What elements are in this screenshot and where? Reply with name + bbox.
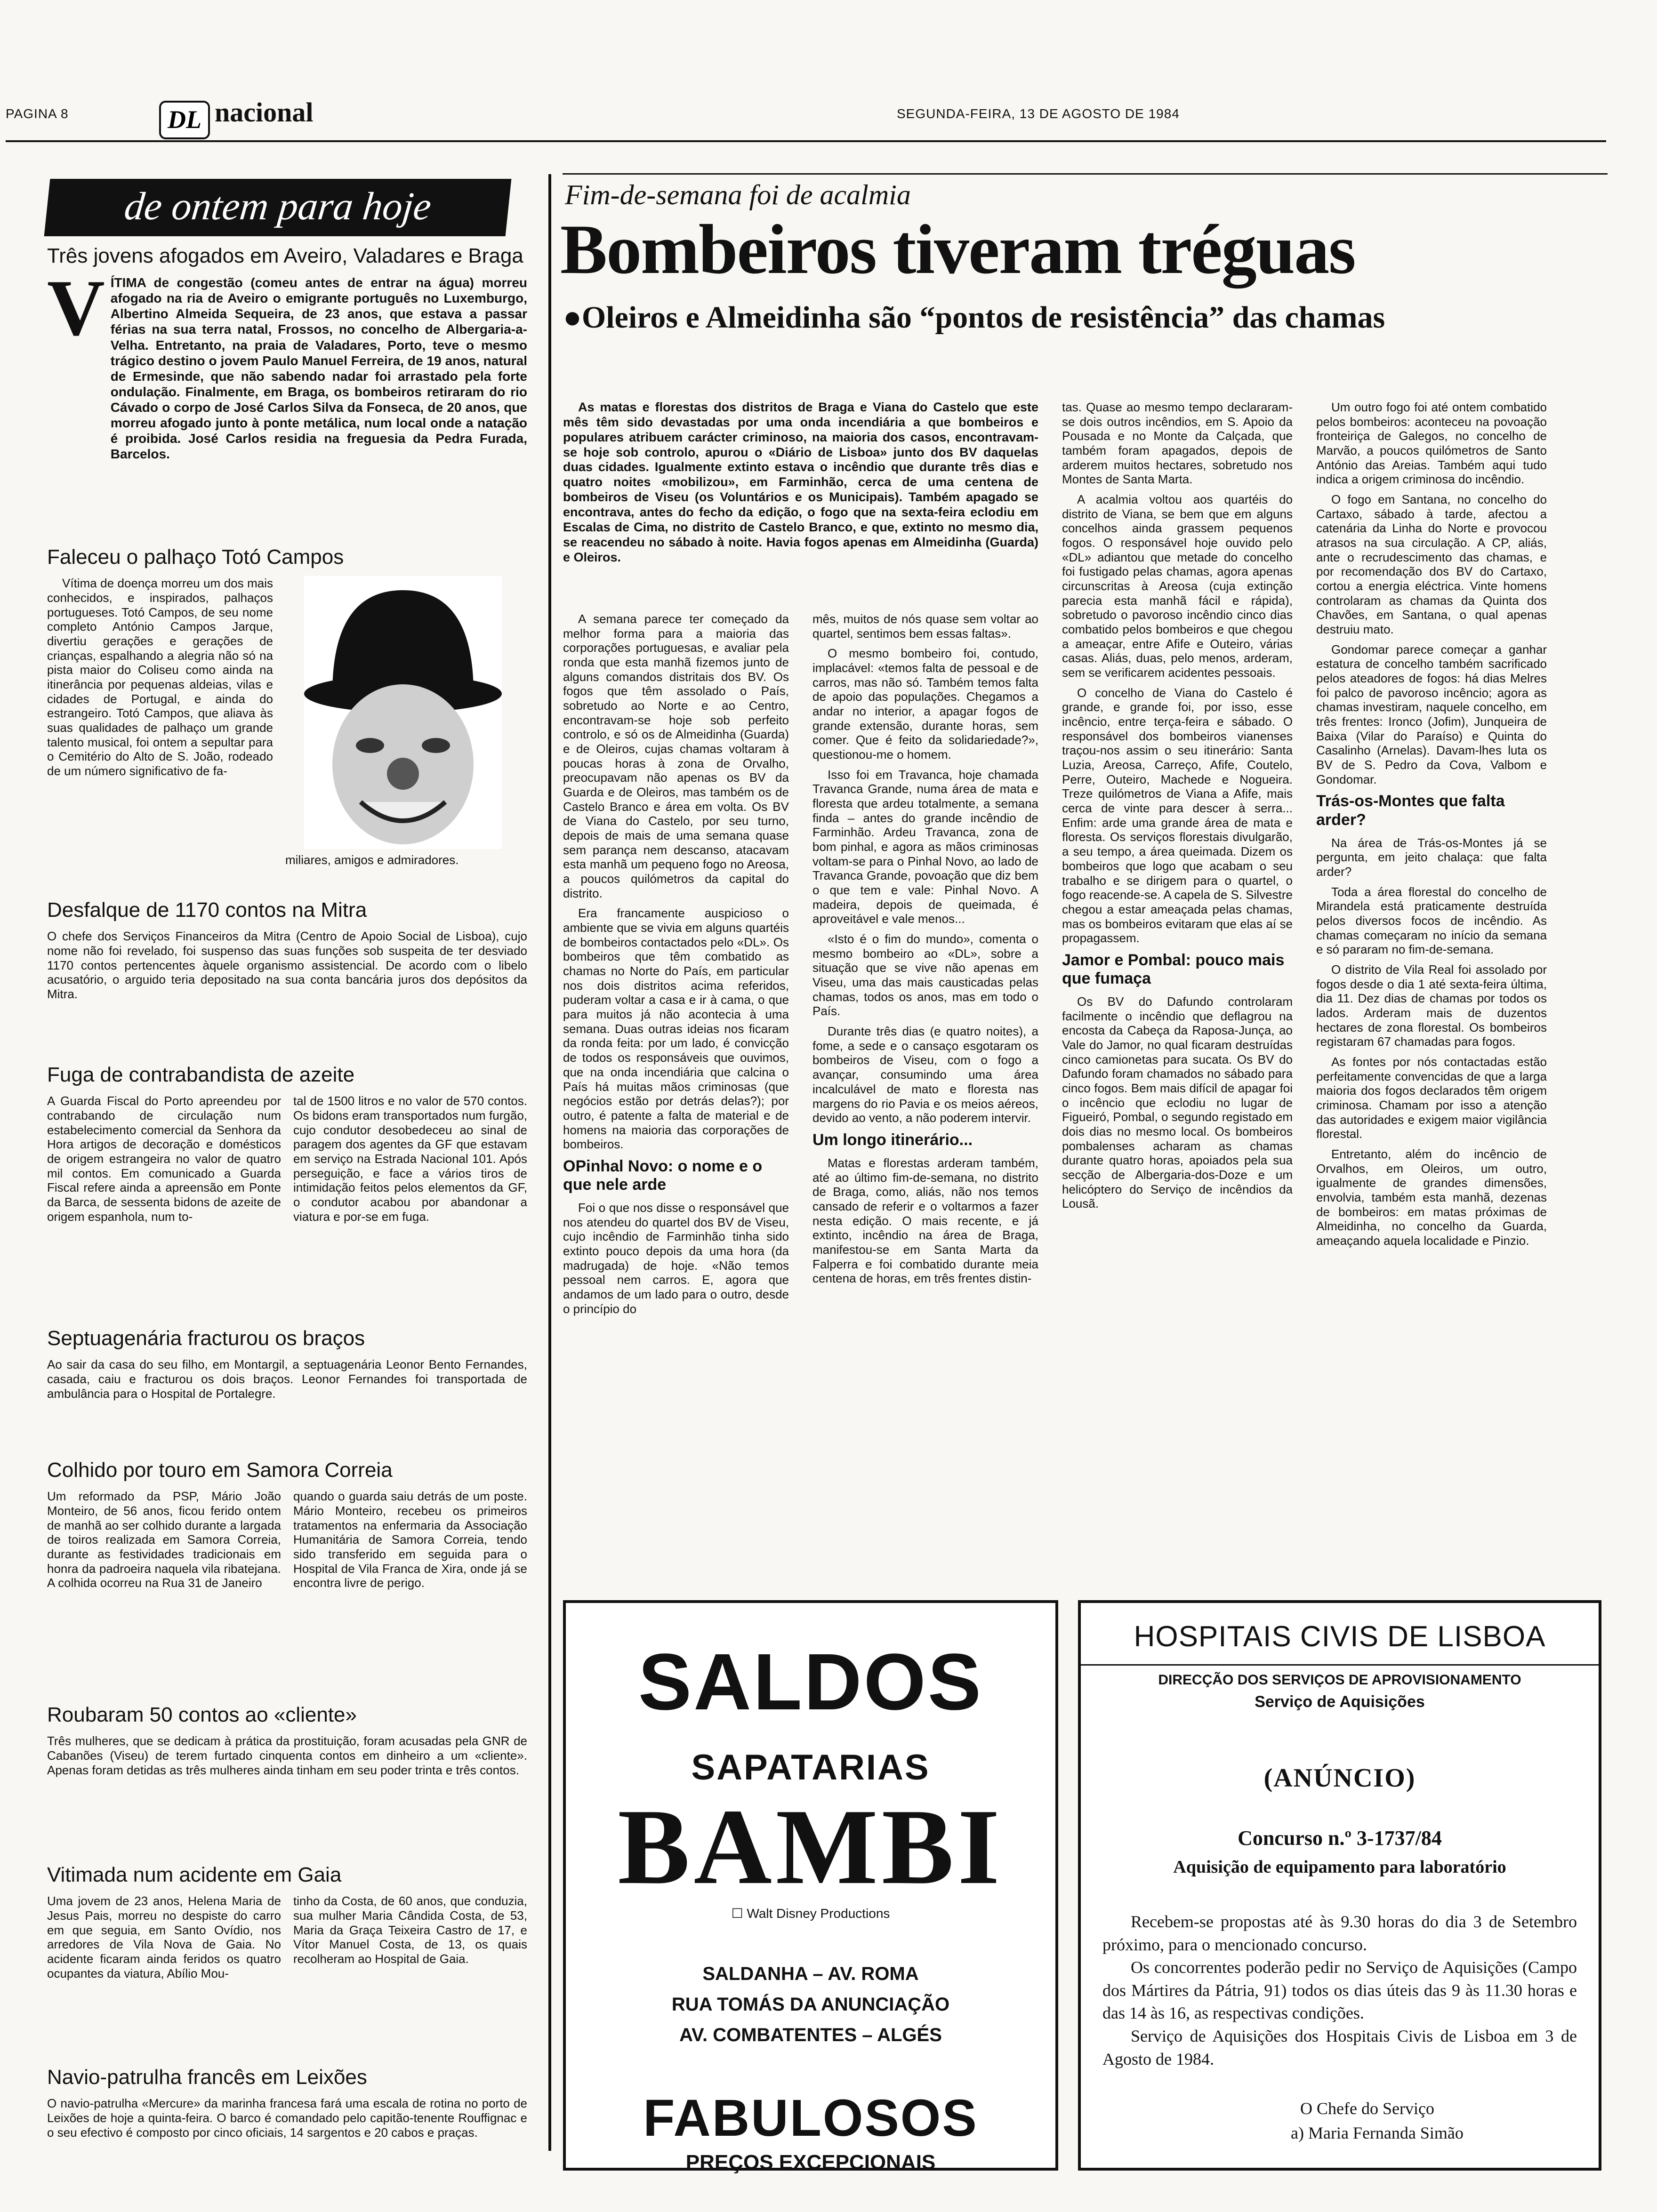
ad-saldos: SALDOS (638, 1637, 983, 1727)
hosp-title: HOSPITAIS CIVIS DE LISBOA (1134, 1620, 1546, 1653)
touro-article (47, 1459, 527, 1596)
item4-col1: A Guarda Fiscal do Porto apreendeu por contrabando de circulação num estabelecimento comercial da Senhora da Hora artigos de decoração e domésticos de origem estrangeira no valor de quatro mil contos. Em comunicado a Guarda Fiscal refere ainda a apreensão em Ponte da Barca, de sessenta bidons de azeite de origem espanhola, num to- (47, 1094, 281, 1224)
hosp-dept: DIRECÇÃO DOS SERVIÇOS DE APROVISIONAMENTO (1158, 1672, 1521, 1688)
item6-col2: quando o guarda saiu detrás de um poste. Mário Monteiro, recebeu os primeiros tratamentos na enfermaria da Associação Humanitária de Samora Correia, tendo sido transferido em seguida para o Hospital de Vila Franca de Xira, onde já se encontra livre de perigo. (293, 1489, 527, 1590)
svg-text:DL: DL (168, 105, 201, 134)
item1-body: ÍTIMA de congestão (comeu antes de entrar na água) morreu afogado na ria de Aveiro o emigrante português no Luxemburgo, Albertino Almeida Sequeira, de 23 anos, que estava a passar férias na sua terra natal, Frossos, no concelho de Albergaria-a-Velha. Entretanto, na praia de Valadares, Porto, teve o mesmo trágico destino o jovem Paulo Manuel Ferreira, de 19 anos, natural de Ermesinde, que não sabendo nadar foi arrastado pela forte ondulação. Finalmente, em Braga, os bombeiros retiraram do rio Cávado o corpo de José Carlos Silva da Fonseca, de 20 anos, que morreu afogado junto à ponte metálica, num local onde a natação é proibida. José Carlos residia na freguesia da Pedra Furada, Barcelos. (110, 275, 527, 461)
hosp-object: Aquisição de equipamento para laboratório (1173, 1857, 1506, 1877)
clown-photo (304, 576, 502, 849)
item6-title: Colhido por touro em Samora Correia (47, 1459, 393, 1482)
item6-col1: Um reformado da PSP, Mário João Monteiro, de 56 anos, ficou ferido ontem de manhã ao ser colhido durante a largada de toiros realizada em Samora Correia, durante as festividades tradicionais em honra da padroeira naquela vila ribatejana. A colhida ocorreu na Rua 31 de Janeiro (47, 1489, 281, 1590)
item1-title: Três jovens afogados em Aveiro, Valadares e Braga (47, 244, 523, 267)
azeite-article (47, 1064, 527, 1229)
newspaper-logo (159, 101, 210, 139)
ad-address-2: RUA TOMÁS DA ANUNCIAÇÃO (671, 1994, 950, 2015)
item8-title: Vitimada num acidente em Gaia (47, 1863, 342, 1886)
item8-col1: Uma jovem de 23 anos, Helena Maria de Jesus Pais, morreu no despiste do carro em que seguia, em Santo Ovídio, nos arredores de Vila Nova de Gaia. No acidente ficaram ainda feridos os quatro ocupantes da viatura, Abílio Mou- (47, 1894, 281, 1980)
page-number: PAGINA 8 (6, 106, 69, 121)
item3-title: Desfalque de 1170 contos na Mitra (47, 898, 367, 922)
main-col2: mês, muitos de nós quase sem voltar ao quartel, sentimos bem essas faltas». O mesmo bombeiro foi, contudo, implacável: «temos falta de pessoal e de carros, mas não só. Também temos falta de apoio das populações. Chegamos a andar no interior, a apagar fogos de grande extensão, durante horas, sem comer. Que é feito da solidariedade?», questionou-me o homem. Isso foi em Travanca, hoje chamada Travanca Grande, numa área de mata e floresta que ardeu totalmente, a semana finda – antes do grande incêndio de Farminhão. Ardeu Travanca, zona de bom pinhal, e agora as mãos criminosas voltam-se para o Pinhal Novo, ao lado de Travanca Grande, povoação que diz bem o que tem e vale: Pinhal Novo. A madeira, depois de queimada, é aproveitável e vale menos... «Isto é o fim do mundo», comenta o mesmo bombeiro ao «DL», sobre a situação que se vive não apenas em Viseu, uma das mais causticadas pelas chamas, todos os anos, mas em todo o País. Durante três dias (e quatro noites), a fome, a sede e o cansaço esgotaram os bombeiros de Viseu, com o fogo a avançar, consumindo uma área incalculável de mato e floresta nas margens do rio Pavia e os meios aéreos, devido ao vento, a não poderem intervir. Um longo itinerário... Matas e florestas arderam também, até ao último fim-de-semana, no distrito de Braga, como, aliás, não nos temos cansado de referir e o voltarmos a fazer nesta edição. O mais recente, e já extinto, incêndio na área de Braga, manifestou-se em Santa Marta da Falperra e foi combatido durante meia centena de horas, em três frentes distin- (812, 612, 1038, 1286)
ad-address-1: SALDANHA – AV. ROMA (702, 1964, 919, 1984)
gaia-article (47, 1864, 527, 1986)
col1-subhead: OPinhal Novo: o nome e o que nele arde (563, 1157, 763, 1194)
left-news-column (47, 245, 527, 467)
item3-body: O chefe dos Serviços Financeiros da Mitra (Centro de Apoio Social de Lisboa), cujo nome não foi revelado, foi suspenso das suas funções sob suspeita de ter desviado 1170 contos pertencentes àquele organismo assistencial. De acordo com o libelo acusatório, o arguido teria depositado na sua conta bancária juros dos depósitos da Mitra. (47, 929, 527, 1002)
hosp-sig2: a) Maria Fernanda Simão (1291, 2124, 1464, 2143)
hosp-p3: Serviço de Aquisições dos Hospitais Civis de Lisboa em 3 de Agosto de 1984. (1102, 2026, 1577, 2068)
ad-fabulosos: FABULOSOS (643, 2089, 978, 2147)
main-col3: tas. Quase ao mesmo tempo declararam-se dois outros incêndios, em S. Apoio da Pousada e no Monte da Calçada, que também foram apagados, depois de arderem muitos hectares, sobretudo nos Montes de Santa Marta. A acalmia voltou aos quartéis do distrito de Viana, se bem que em alguns concelhos ainda grassem pequenos fogos. O responsável hoje ouvido pelo «DL» adiantou que metade do concelho foi fustigado pelas chamas, agora apenas circunscritas à Areosa (cuja extinção parecia esta manhã fácil e rápida), sobretudo o pavoroso incêndio cinco dias combatido pelos bombeiros e que chegou a ameaçar, entre Afife e Outeiro, várias casas. Aliás, duas, pelo menos, arderam, sem se verificarem acidentes pessoais. O concelho de Viana do Castelo é grande, e grande foi, por isso, esse incêncio, entre terça-feira e sábado. O responsável dos bombeiros vianenses traçou-nos assim o seu itinerário: Santa Luzia, Areosa, Carreço, Afife, Coutelo, Perre, Outeiro, Machede e Nogueira. Treze quilómetros de Viana a Afife, mais cerca de vinte para descer à serra... Enfim: arde uma grande área de mata e floresta. Os serviços florestais divulgarão, a seu tempo, a área queimada. Dizem os bombeiros que logo que acabam o seu trabalho e se dirigem para o quartel, o fogo reacende-se. A capela de S. Silvestre chegou a estar ameaçada pelas chamas, mas os bombeiros evitaram que elas aí se propagassem. Jamor e Pombal: pouco mais que fumaça Os BV do Dafundo controlaram facilmente o incêndio que deflagrou na encosta da Cabeça da Raposa-Junça, ao Vale do Jamor, no qual ficaram destruídas cinco camionetas para sucata. Os BV do Dafundo foram chamados no sábado para cinco fogos. Bem mais difícil de apagar foi o incêncio que eclodiu no lugar de Figueiró, Pombal, o segundo registado em dois dias no mesmo local. Os bombeiros pombalenses acharam as chamas durante quatro horas, apoiados pela sua secção de Albergaria-dos-Doze e um helicóptero do Serviço de incêndios da Lousã. (1062, 400, 1293, 1211)
section-banner: de ontem para hoje (44, 179, 512, 236)
main-lead: As matas e florestas dos distritos de Braga e Viana do Castelo que este mês têm sido devastadas por uma onda incendiária a que bombeiros e populares atribuem carácter criminoso, na maioria dos casos, encontravam-se hoje sob controlo, apurou o «Diário de Lisboa» junto dos BV daquelas duas cidades. Igualmente extinto estava o incêndio que durante três dias e quatro noites «mobilizou», em Farminhão, cerca de uma centena de bombeiros de Viseu (os Voluntários e os Municipais). Também apagado se encontrava, antes do fecho da edição, o fogo que na sexta-feira eclodiu em Escalas de Cima, no distrito de Castelo Branco, e que, extinto no mesmo dia, se reacendeu no sábado à noite. Havia fogos apenas em Almeidinha (Guarda) e Oleiros. (563, 400, 1038, 564)
item9-body: O navio-patrulha «Mercure» da marinha francesa fará uma escala de rotina no porto de Leixões de hoje a quinta-feira. O barco é comandado pelo capitão-tenente Rouffignac e o seu efectivo é composto por cinco oficiais, 14 sargentos e 20 cabos e praças. (47, 2096, 527, 2140)
item7-title: Roubaram 50 contos ao «cliente» (47, 1703, 357, 1726)
ad-credit: ☐ Walt Disney Productions (731, 1906, 890, 1921)
item2-title: Faleceu o palhaço Totó Campos (47, 545, 344, 569)
col3-subhead: Jamor e Pombal: pouco mais que fumaça (1062, 951, 1285, 987)
hosp-rule (1081, 1664, 1599, 1666)
hospitais-ad (1078, 1600, 1601, 2171)
item2-body: Vítima de doença morreu um dos mais conhecidos, e inspirados, palhaços portugueses. Totó Campos, de seu nome completo António Campos Jarque, divertiu gerações e gerações de crianças, espalhando a alegria não só na pista maior do Coliseu como ainda na itinerância por pequenas aldeias, vilas e cidades de Portugal, e ainda do estrangeiro. Totó Campos, que aliava às suas qualidades de palhaço um grande talento musical, foi ontem a sepultar para o Cemitério do Alto de S. João, rodeado de um número significativo de fa- (47, 576, 273, 778)
header-rule (6, 140, 1606, 142)
hosp-concurso: Concurso n.º 3-1737/84 (1238, 1827, 1442, 1850)
ad-address-3: AV. COMBATENTES – ALGÉS (679, 2025, 942, 2045)
mitra-article (47, 899, 527, 1007)
main-top-rule (563, 173, 1608, 175)
clown-article (47, 546, 527, 873)
page-date: SEGUNDA-FEIRA, 13 DE AGOSTO DE 1984 (897, 106, 1180, 121)
dropcap: V (47, 264, 105, 353)
hosp-service: Serviço de Aquisições (1255, 1693, 1425, 1711)
main-headline: Bombeiros tiveram tréguas (560, 210, 1355, 289)
item7-body: Três mulheres, que se dedicam à prática da prostituição, foram acusadas pela GNR de Cabanões (Viseu) de terem furtado cinquenta contos em dinheiro a um «cliente». Apenas foram detidas as três mulheres ainda tinham em seu poder trinta e três contos. (47, 1734, 527, 1777)
main-kicker: Fim-de-semana foi de acalmia (565, 179, 911, 210)
hosp-p1: Recebem-se propostas até às 9.30 horas do dia 3 de Setembro próximo, para o mencionado concurso. (1102, 1912, 1577, 1954)
item8-col2: tinho da Costa, de 60 anos, que conduzia, sua mulher Maria Cândida Costa, de 53, Maria da Graça Teixeira Castro de 17, e Vítor Manuel Costa, de 13, os quais recolheram ao Hospital de Gaia. (293, 1894, 527, 1966)
septuagenaria-article (47, 1327, 527, 1406)
col2-subhead: Um longo itinerário... (812, 1130, 973, 1149)
hosp-anuncio: (ANÚNCIO) (1263, 1763, 1416, 1793)
main-col4: Um outro fogo foi até ontem combatido pelos bombeiros: aconteceu na povoação fronteiriça de Galegos, no concelho de Marvão, a poucos quilómetros de Santo António das Areias. Também aqui tudo indica a origem criminosa do incêndio. O fogo em Santana, no concelho do Cartaxo, sábado à tarde, afectou a catenária da Linha do Norte e provocou atrasos na sua circulação. A CP, aliás, ante o recrudescimento das chamas, e por recomendação dos BV do Cartaxo, cortou a energia eléctrica. Vinte homens controlaram as chamas da Quinta dos Chavões, em Santana, o qual apenas destruiu mato. Gondomar parece começar a ganhar estatura de concelho também sacrificado pelos ateadores de fogos: há dias Melres foi palco de pavoroso incêncio; agora as chamas investiram, naquele concelho, em três frentes: Ironco (Jofim), Junqueira de Baixa (Vilar do Paraíso) e Quinta do Casalinho (Arnelas). Davam-lhes luta os BV de S. Pedro da Cova, Valbom e Gondomar. Trás-os-Montes que falta arder? Na área de Trás-os-Montes já se pergunta, em jeito chalaça: que falta arder? Toda a área florestal do concelho de Mirandela está praticamente destruída pelos diversos focos de incêndio. As chamas começaram no início da semana e só pararam no fim-de-semana. O distrito de Vila Real foi assolado por fogos desde o dia 1 até sexta-feira última, dia 11. Dez dias de chamas por todos os lados. Arderam mais de duzentos hectares de zona florestal. Os bombeiros registaram 67 chamadas para fogos. As fontes por nós contactadas estão perfeitamente convencidas de que a larga maioria dos fogos declarados têm origem criminosa. Chamam por isso a atenção das autoridades e exigem maior vigilância florestal. Entretanto, além do incêncio de Orvalhos, em Oleiros, um outro, igualmente de grandes dimensões, envolvia, também esta manhã, dezenas de bombeiros: em matas próximas de Almeidinha, no concelho da Guarda, ameaçando aquela localidade e Pinzio. (1316, 400, 1547, 1248)
hosp-p2: Os concorrentes poderão pedir no Serviço de Aquisições (Campo dos Mártires da Pátria, 91) todos os dias úteis das 9 às 11.30 horas e das 14 às 16, as respectivas condições. (1102, 1958, 1577, 2023)
col4-subhead: Trás-os-Montes que falta arder? (1316, 792, 1505, 829)
main-col1: A semana parece ter começado da melhor forma para a maioria das corporações portuguesas, e avaliar pela ronda que esta manhã fizemos junto de alguns comandos distritais dos BV. Os fogos que têm assolado o País, sobretudo ao Norte e ao Centro, encontravam-se hoje sob perfeito controlo, e só os de Almeidinha (Guarda) e de Oleiros, cujas chamas voltaram à poucas horas à zona de Orvalho, preocupavam não apenas os BV da Guarda e de Oleiros, mas também os de Castelo Branco e área em volta. Os BV de Viana do Castelo, por seu turno, depois de mais de uma semana quase sem parança nem descanso, atacavam esta manhã um pequeno fogo no Areosa, a poucos quilómetros da capital do distrito. Era francamente auspicioso o ambiente que se vivia em alguns quartéis de bombeiros contactados pelo «DL». Os bombeiros que têm combatido as chamas no Norte do País, em particular nos dois distritos acima referidos, puderam voltar a casa e ir à cama, o que para muitos já não acontecia à uma semana. Duas outras ideias nos ficaram da ronda feita: por um lado, é convicção de todos os responsáveis que ouvimos, que na onda incendiária que calcina o País há muitas mãos criminosas (que negócios estão por detrás delas?); por outro, é patente a falta de material e de homens na maioria das corporações de bombeiros. OPinhal Novo: o nome e o que nele arde Foi o que nos disse o responsável que nos atendeu do quartel dos BV de Viseu, cujo incêndio de Farminhão tinha sido extinto pouco depois da uma hora (da madrugada) de hoje. «Não temos pessoal nem carros. E, agora que andamos de um lado para o outro, desde o princípio do (563, 612, 789, 1316)
leixoes-article (47, 2066, 527, 2145)
ad-bambi: BAMBI (618, 1787, 1004, 1907)
bambi-ad (563, 1600, 1058, 2174)
main-subhead: ●Oleiros e Almeidinha são “pontos de resistência” das chamas (563, 300, 1385, 335)
column-divider (548, 174, 551, 2151)
cliente-article (47, 1704, 527, 1783)
item9-title: Navio-patrulha francês em Leixões (47, 2066, 367, 2089)
item2-tail: miliares, amigos e admiradores. (285, 853, 459, 867)
item5-body: Ao sair da casa do seu filho, em Montargil, a septuagenária Leonor Bento Fernandes, casada, caiu e fracturou os dois braços. Leonor Fernandes foi transportada de ambulância para o Hospital de Portalegre. (47, 1357, 527, 1401)
item4-title: Fuga de contrabandista de azeite (47, 1063, 355, 1086)
section-name: nacional (215, 97, 314, 128)
hosp-sig1: O Chefe do Serviço (1300, 2099, 1434, 2118)
ad-sapatarias: SAPATARIAS (691, 1747, 930, 1787)
item4-col2: tal de 1500 litros e no valor de 570 contos. Os bidons eram transportados num furgão, cujo condutor desobedeceu ao sinal de paragem dos agentes da GF que estavam em serviço na Estrada Nacional 101. Após perseguição, e face a vários tiros de intimidação feitos pelos elementos da GF, o condutor acabou por abandonar a viatura e por-se em fuga. (293, 1094, 527, 1224)
ad-precos: PREÇOS EXCEPCIONAIS (685, 2151, 936, 2174)
item5-title: Septuagenária fracturou os braços (47, 1327, 365, 1350)
